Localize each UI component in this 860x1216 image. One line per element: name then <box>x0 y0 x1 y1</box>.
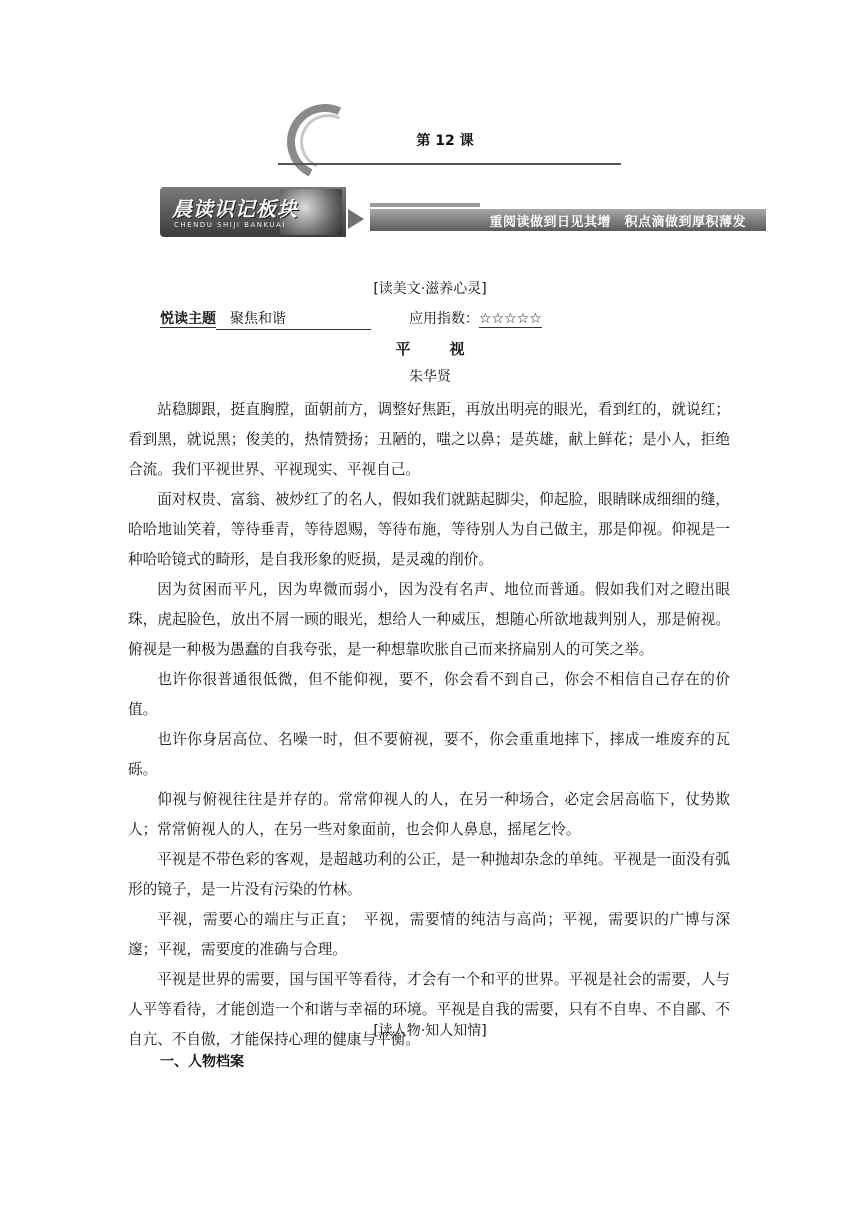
section-heading-reading: [读美文·滋养心灵] <box>373 281 487 297</box>
article-paragraph: 也许你很普通很低微，但不能仰视，要不，你会看不到自己，你会不相信自己存在的价值。 <box>128 671 730 718</box>
index-label: 应用指数： <box>409 311 479 327</box>
play-arrow-icon <box>348 209 364 229</box>
article-paragraph: 平视是不带色彩的客观，是超越功利的公正，是一种抛却杂念的单纯。平视是一面没有弧形的镜子，是一片没有污染的竹林。 <box>128 851 730 898</box>
section-banner <box>160 187 766 237</box>
article-paragraph: 平视，需要心的端庄与正直； 平视，需要情的纯洁与高尚；平视，需要识的广博与深邃；平视，需要度的准确与合理。 <box>128 911 730 958</box>
banner-subtitle: CHENDU SHIJI BANKUAI <box>174 221 286 229</box>
article-paragraph: 平视是世界的需要，国与国平等看待，才会有一个和平的世界。平视是社会的需要，人与人平等看待，才能创造一个和谐与幸福的环境。平视是自我的需要，只有不自卑、不自鄙、不自亢、不自傲，才能保持心理的健康与平衡。 <box>128 971 730 1048</box>
article-paragraph: 因为贫困而平凡，因为卑微而弱小，因为没有名声、地位而普通。假如我们对之瞪出眼珠，虎起脸色，放出不屑一顾的眼光，想给人一种威压，想随心所欲地裁判别人，那是俯视。俯视是一种极为愚蠢的自我夸张，是一种想靠吹胀自己而来挤扁别人的可笑之举。 <box>128 581 730 658</box>
banner-slogan-bar <box>370 209 766 231</box>
section-heading-people: [读人物·知人知情] <box>373 1023 487 1039</box>
subsection-heading: 一、人物档案 <box>160 1054 244 1070</box>
article-title: 平 视 <box>395 340 477 358</box>
theme-value: 聚焦和谐 <box>230 311 286 327</box>
banner-slogan: 重阅读做到日见其增 积点滴做到厚积薄发 <box>489 215 746 230</box>
lesson-number: 第 12 课 <box>416 133 474 149</box>
article-paragraph: 面对权贵、富翁、被炒红了的名人，假如我们就踮起脚尖，仰起脸，眼睛眯成细细的缝，哈哈地讪笑着，等待垂青，等待恩赐，等待布施，等待别人为自己做主，那是仰视。仰视是一种哈哈镜式的畸形，是自我形象的贬损，是灵魂的削价。 <box>128 491 730 568</box>
index-stars: ☆☆☆☆☆ <box>479 311 542 327</box>
article-body <box>128 395 730 1055</box>
article-paragraph: 站稳脚跟，挺直胸膛，面朝前方，调整好焦距，再放出明亮的眼光，看到红的，就说红；看到黑，就说黑；俊美的，热情赞扬；丑陋的，嗤之以鼻；是英雄，献上鲜花；是小人，拒绝合流。我们平视世界、平视现实、平视自己。 <box>128 401 730 478</box>
article-author: 朱华贤 <box>409 369 451 385</box>
banner-title: 晨读识记板块 <box>172 197 298 221</box>
theme-label: 悦读主题 <box>160 311 216 327</box>
banner-label-block <box>160 187 346 237</box>
reading-meta <box>160 308 542 330</box>
article-paragraph: 也许你身居高位、名噪一时，但不要俯视，要不，你会重重地摔下，摔成一堆废弃的瓦砾。 <box>128 731 730 778</box>
article-paragraph: 仰视与俯视往往是并存的。常常仰视人的人，在另一种场合，必定会居高临下，仗势欺人；常常俯视人的人，在另一些对象面前，也会仰人鼻息，摇尾乞怜。 <box>128 791 730 838</box>
header-divider <box>278 163 621 165</box>
